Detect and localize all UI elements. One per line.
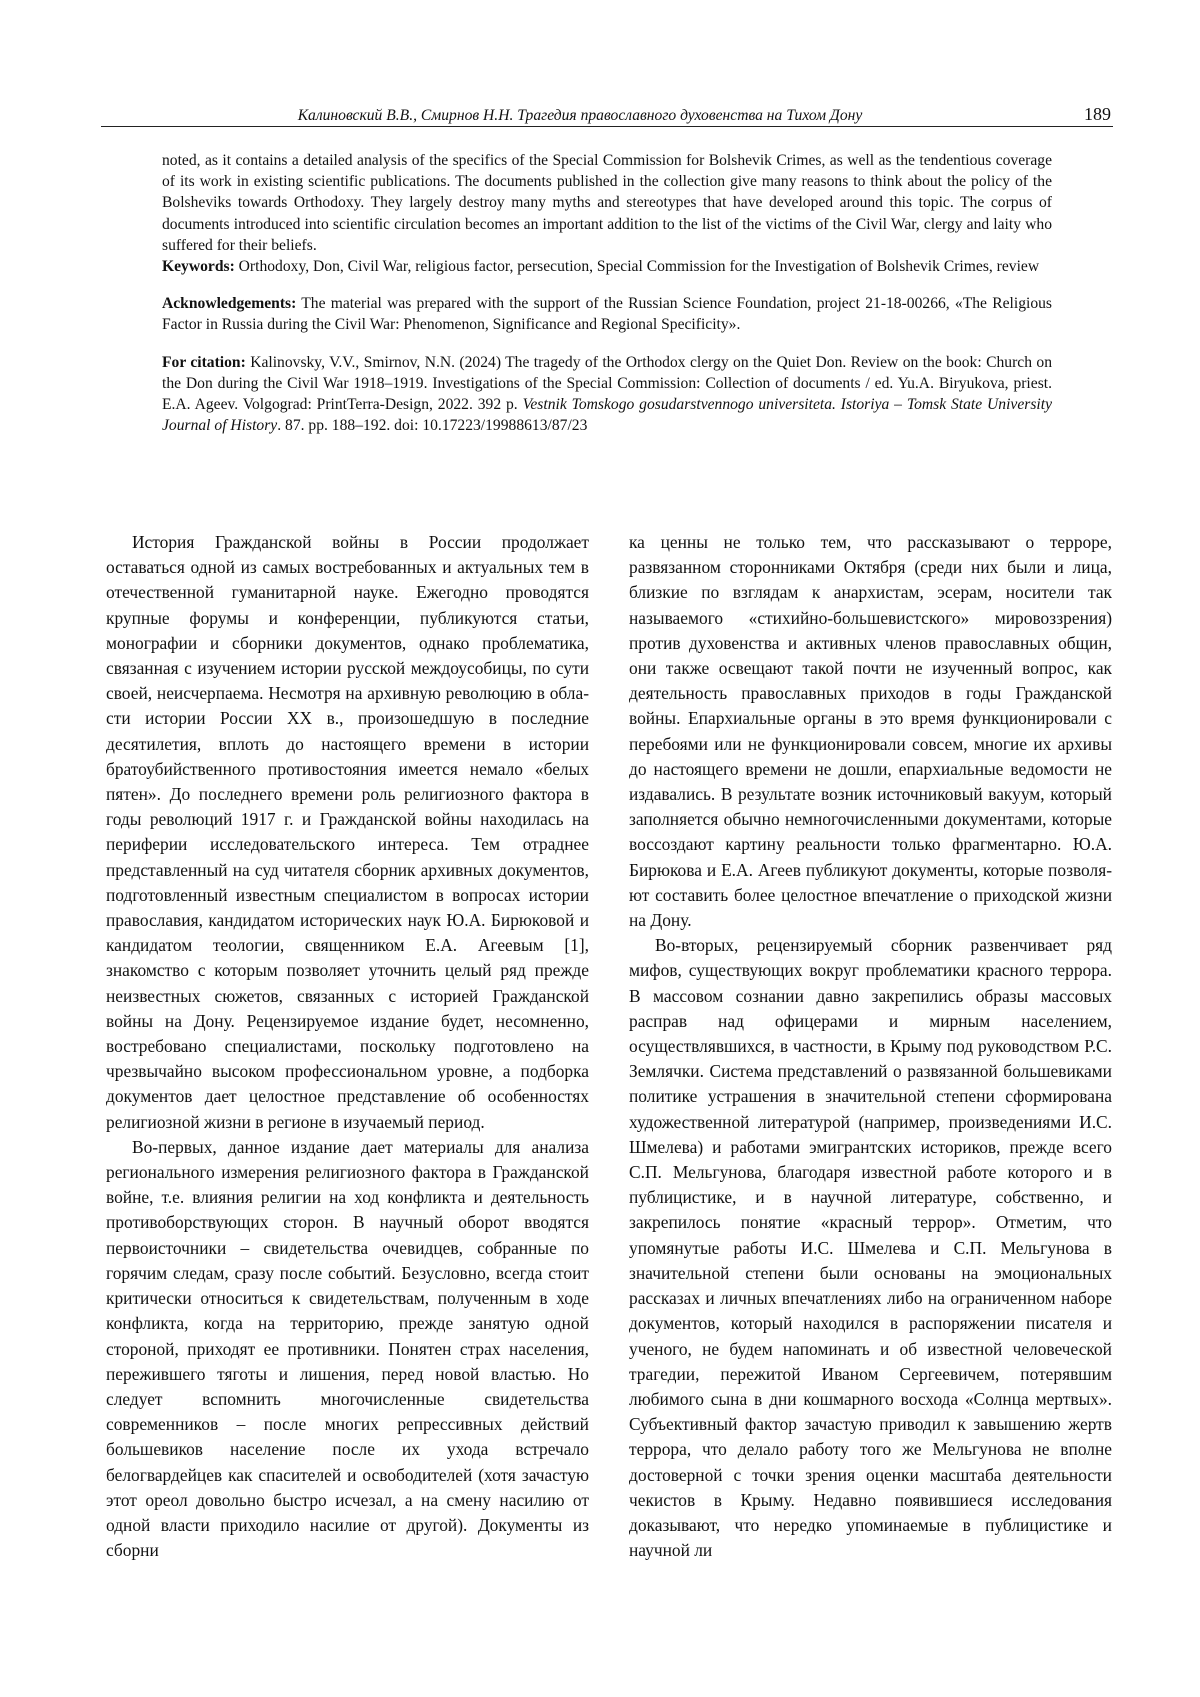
- body-column-right: [629, 530, 1112, 1563]
- abstract-block: [162, 150, 1052, 436]
- body-paragraph: Во-первых, данное издание дает материалы для анализа регионального измерения религиозного фактора в Гражданской войне, т.е. влияния религии на ход конфликта и деятельность противоборствующих сторон. В научный оборот вводятся первоисточники – свидетельства очевидцев, собранные по горячим следам, сразу после событий. Безусловно, всегда стоит критически относиться к свидетельствам, полученным в ходе конфликта, когда на территорию, прежде занятую одной стороной, приходят ее противники. Понятен страх населения, пережившего тяготы и лишения, перед новой властью. Но следует вспомнить многочисленные свидетельства современников – после многих репрессивных действий большевиков население после их ухода встречало белогвардейцев как спасителей и освободителей (хотя зачастую этот ореол довольно быстро исчезал, а на смену насилию от одной власти приходило насилие от другой). Документы из сборни: [106, 1136, 589, 1561]
- acknowledgements-paragraph: [162, 293, 1052, 335]
- citation-tail: . 87. pp. 188–192. doi: 10.17223/19988613/87/23: [277, 417, 588, 435]
- citation-label: For citation:: [162, 353, 246, 371]
- abstract-summary: noted, as it contains a detailed analysis of the specifics of the Special Commission for Bolshevik Crimes, as well as the tendentious coverage of its work in existing scientific publications. The documents published in the collection give many reasons to think about the policy of the Bolsheviks towards Orthodoxy. They largely destroy many myths and stereotypes that have developed around this topic. The corpus of documents introduced into scientific circulation becomes an important addition to the list of the victims of the Civil War, clergy and laity who suffered for their beliefs.: [162, 152, 1052, 254]
- keywords-text: Orthodoxy, Don, Civil War, religious factor, persecution, Special Commission for the Investigation of Bolshevik Crimes, review: [238, 258, 1040, 276]
- keywords-label: Keywords:: [162, 258, 235, 276]
- acknowledgements-label: Acknowledgements:: [162, 295, 297, 313]
- body-column-left: [106, 530, 589, 1563]
- acknowledgements-text: The material was prepared with the support of the Russian Science Foundation, project 21-18-00266, «The Religious Factor in Russia during the Civil War: Phenomenon, Significance and Regional Specificity».: [162, 295, 1052, 334]
- body-paragraph: История Гражданской войны в России продолжает оставаться одной из самых востребованных и актуальных тем в отечественной гуманитарной науке. Ежегодно проводятся крупные форумы и конференции, публикуются статьи, монографии и сборники документов, однако проблематика, связанная с изучением истории русской междоусобицы, по сути своей, неисчерпаема. Несмотря на архивную революцию в области истории России XX в., произошедшую в последние десятилетия, вплоть до настоящего времени в истории братоубийственного противостояния имеется немало «белых пятен». До последнего времени роль религиозного фактора в годы революций 1917 г. и Гражданской войны находилась на периферии исследовательского интереса. Тем отраднее представленный на суд читателя сборник архивных документов, подготовленный известным специалистом в вопросах истории православия, кандидатом исторических наук Ю.А. Бирюковой и кандидатом теологии, священником Е.А. Агеевым [1], знакомство с которым позволяет уточнить целый ряд прежде неизвестных сюжетов, связанных с историей Гражданской войны на Дону. Рецензируемое издание будет, несомненно, востребовано специалистами, поскольку подготовлено на чрезвычайно высоком профессиональном уровне, а подборка документов дает целостное представление об особенностях религиозной жизни в регионе в изучаемый период.: [106, 532, 589, 1132]
- citation-text: Kalinovsky, V.V., Smirnov, N.N. (2024) The tragedy of the Orthodox clergy on the Quiet Don. Review on the book: Church on the Don during the Civil War 1918–1919. Investigations of the Special Commission: Collection of documents / ed. Yu.A. Biryukova, priest. E.A. Ageev. Volgograd: PrintTerra-Design, 2022. 392 p.: [162, 353, 1052, 414]
- citation-paragraph: [162, 352, 1052, 437]
- body-paragraph: ка ценны не только тем, что рассказывают о терроре, развязанном сторонниками Октября (среди них были и лица, близкие по взглядам к анархистам, эсерам, носители так называемого «стихийно-большевистского» мировоззрения) против духовенства и активных членов православных общин, они также освещают такой почти не изученный вопрос, как деятельность православных приходов в годы Гражданской войны. Епархиальные органы в это время функционировали с перебоями или не функционировали совсем, многие их архивы до настоящего времени не дошли, епархиальные ведомости не издавались. В результате возник источниковый вакуум, который заполняется обычно немногочисленными документами, которые воссоздают картину реальности только фрагментарно. Ю.А. Бирюкова и Е.А. Агеев публикуют документы, которые позволяют составить более целостное впечатление о приходской жизни на Дону.: [629, 532, 1112, 931]
- body-paragraph: Во-вторых, рецензируемый сборник развенчивает ряд мифов, существующих вокруг проблематики красного террора. В массовом сознании давно закрепились образы массовых расправ над офицерами и мирным населением, осуществлявшихся, в частности, в Крыму под руководством Р.С. Землячки. Система представлений о развязанной большевиками политике устрашения в значительной степени сформирована художественной литературой (например, произведениями И.С. Шмелева) и работами эмигрантских историков, прежде всего С.П. Мельгунова, благодаря известной работе которого и в публицистике, и в научной литературе, собственно, и закрепилось понятие «красный террор». Отметим, что упомянутые работы И.С. Шмелева и С.П. Мельгунова в значительной степени были основаны на эмоциональных рассказах и личных впечатлениях либо на ограниченном наборе документов, который находился в распоряжении писателя и ученого, не будем напоминать и об известной человеческой трагедии, пережитой Иваном Сергеевичем, потерявшим любимого сына в дни кошмарного восхода «Солнца мертвых». Субъективный фактор зачастую приводил к завышению жертв террора, что делало работу того же Мельгунова не вполне достоверной с точки зрения оценки масштаба деятельности чекистов в Крыму. Недавно появившиеся исследования доказывают, что нередко упоминаемые в публицистике и научной ли: [629, 935, 1112, 1561]
- running-title: Калиновский В.В., Смирнов Н.Н. Трагедия православного духовенства на Тихом Дону: [297, 107, 863, 124]
- page-number: 189: [1084, 104, 1111, 124]
- citation-journal: Vestnik Tomskogo gosudarstvennogo universiteta. Istoriya – Tomsk State University Journal of History: [162, 396, 1052, 435]
- keywords-paragraph: [162, 256, 1052, 277]
- running-header: [101, 106, 1113, 127]
